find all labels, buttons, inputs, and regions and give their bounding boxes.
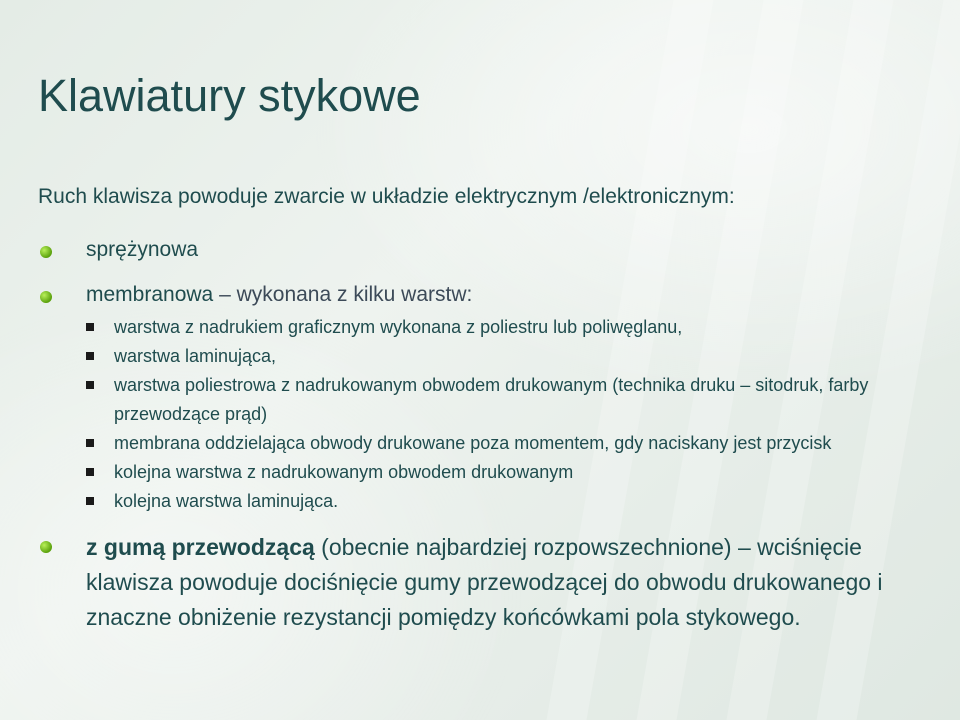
sub-item-text: membrana oddzielająca obwody drukowane poza momentem, gdy naciskany jest przycisk <box>114 433 832 453</box>
sub-list-item <box>86 371 918 429</box>
square-bullet-icon <box>86 497 94 505</box>
list-item <box>38 281 918 516</box>
item-label: z gumą przewodzącą <box>86 534 315 560</box>
sub-item-text: warstwa z nadrukiem graficznym wykonana z poliestru lub poliwęglanu, <box>114 317 683 337</box>
sub-list-item <box>86 342 918 371</box>
square-bullet-icon <box>86 352 94 360</box>
item-separator: – <box>213 283 237 306</box>
sub-item-text: warstwa poliestrowa z nadrukowanym obwodem drukowanym (technika druku – sitodruk, farby przewodzące prąd) <box>114 375 869 424</box>
bullet-dot-icon <box>40 541 52 553</box>
bullet-list <box>38 236 918 635</box>
square-bullet-icon <box>86 439 94 447</box>
square-bullet-icon <box>86 323 94 331</box>
item-text: (obecnie najbardziej rozpowszechnione) – wciśnięcie klawisza powoduje dociśnięcie gumy przewodzącej do obwodu drukowanego i znaczne obniżenie rezystancji pomiędzy końcówkami pola stykowego. <box>86 534 883 630</box>
sub-list-item <box>86 429 918 458</box>
list-item <box>38 236 918 264</box>
list-item <box>38 530 918 635</box>
sub-list-item <box>86 313 918 342</box>
sub-list <box>86 313 918 516</box>
sub-item-text: kolejna warstwa laminująca. <box>114 491 339 511</box>
bullet-dot-icon <box>40 291 52 303</box>
intro-text: Ruch klawisza powoduje zwarcie w układzie elektrycznym /elektronicznym: <box>38 185 735 208</box>
sub-list-item <box>86 458 918 487</box>
item-label: sprężynowa <box>86 238 199 261</box>
item-label: membranowa <box>86 283 214 306</box>
sub-item-text: kolejna warstwa z nadrukowanym obwodem drukowanym <box>114 462 574 482</box>
bullet-dot-icon <box>40 246 52 258</box>
sub-list-item <box>86 487 918 516</box>
square-bullet-icon <box>86 381 94 389</box>
item-text: wykonana z kilku warstw: <box>236 283 473 306</box>
sub-item-text: warstwa laminująca, <box>114 346 277 366</box>
square-bullet-icon <box>86 468 94 476</box>
slide-title: Klawiatury stykowe <box>38 70 421 121</box>
